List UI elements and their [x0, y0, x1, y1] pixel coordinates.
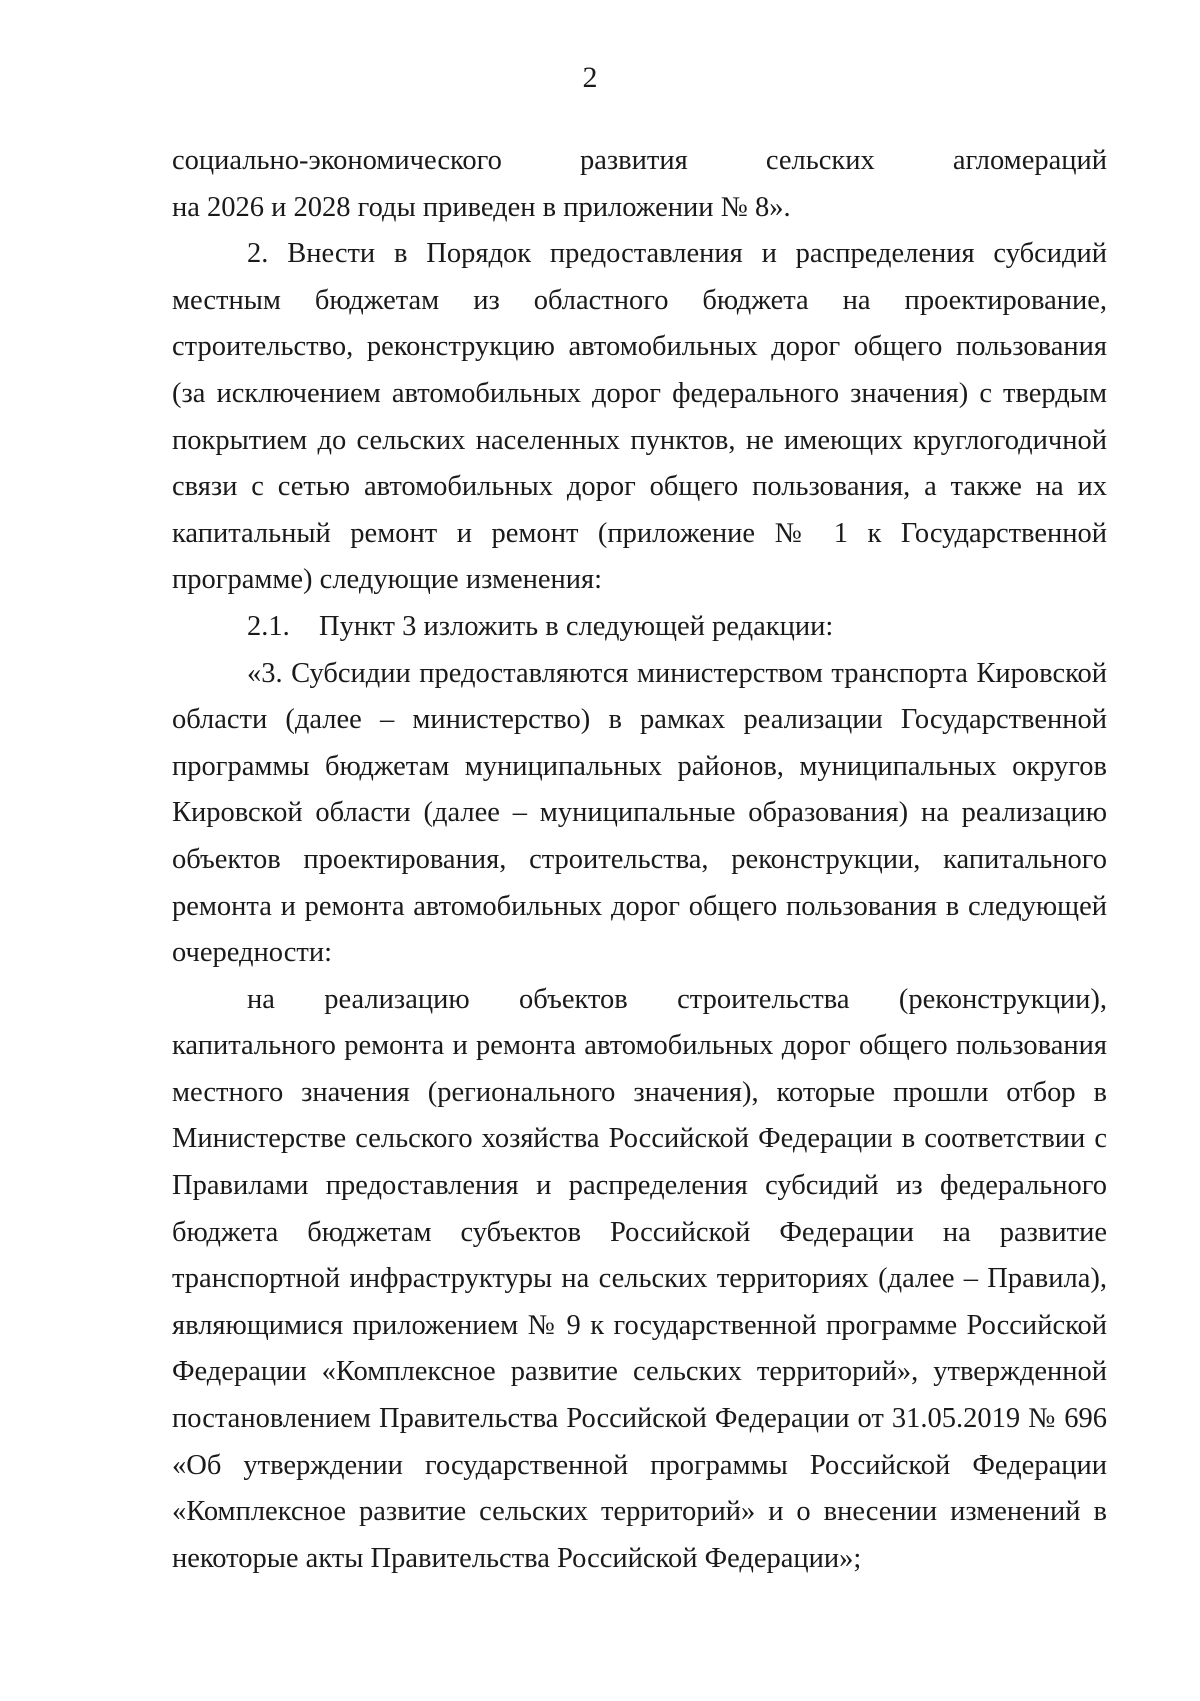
continuation-line-1: социально-экономического развития сельских агломераций [172, 145, 1107, 176]
point-2-1-text: Пункт 3 изложить в следующей редакции: [319, 610, 834, 642]
paragraph-clause-3-item: на реализацию объектов строительства (реконструкции), капитального ремонта и ремонта автомобильных дорог общего пользования местного значения (регионального значения), которые прошли отбор в Министерстве сельского хозяйства Российской Федерации в соответствии с Правилами предоставления и распределения субсидий из федерального бюджета бюджетам субъектов Российской Федерации на развитие транспортной инфраструктуры на сельских территориях (далее – Правила), являющимися приложением № 9 к государственной программе Российской Федерации «Комплексное развитие сельских территорий», утвержденной постановлением Правительства Российской Федерации от 31.05.2019 № 696 «Об утверждении государственной программы Российской Федерации «Комплексное развитие сельских территорий» и о внесении изменений в некоторые акты Правительства Российской Федерации»; [172, 983, 1107, 1574]
paragraph-point-2-1 [172, 604, 1107, 651]
paragraph-point-2: 2. Внести в Порядок предоставления и распределения субсидий местным бюджетам из областного бюджета на проектирование, строительство, реконструкцию автомобильных дорог общего пользования (за исключением автомобильных дорог федерального значения) с твердым покрытием до сельских населенных пунктов, не имеющих круглогодичной связи с сетью автомобильных дорог общего пользования, а также на их капитальный ремонт и ремонт (приложение № 1 к Государственной программе) следующие изменения: [172, 238, 1107, 596]
point-2-1-number: 2.1. [247, 610, 290, 642]
document-body [172, 138, 1107, 1582]
page-number: 2 [582, 61, 598, 94]
paragraph-clause-3: «3. Субсидии предоставляются министерством транспорта Кировской области (далее – министерство) в рамках реализации Государственной программы бюджетам муниципальных районов, муниципальных округов Кировской области (далее – муниципальные образования) на реализацию объектов проектирования, строительства, реконструкции, капитального ремонта и ремонта автомобильных дорог общего пользования в следующей очередности: [172, 657, 1107, 969]
continuation-line-2: на 2026 и 2028 годы приведен в приложении № 8». [172, 191, 791, 223]
